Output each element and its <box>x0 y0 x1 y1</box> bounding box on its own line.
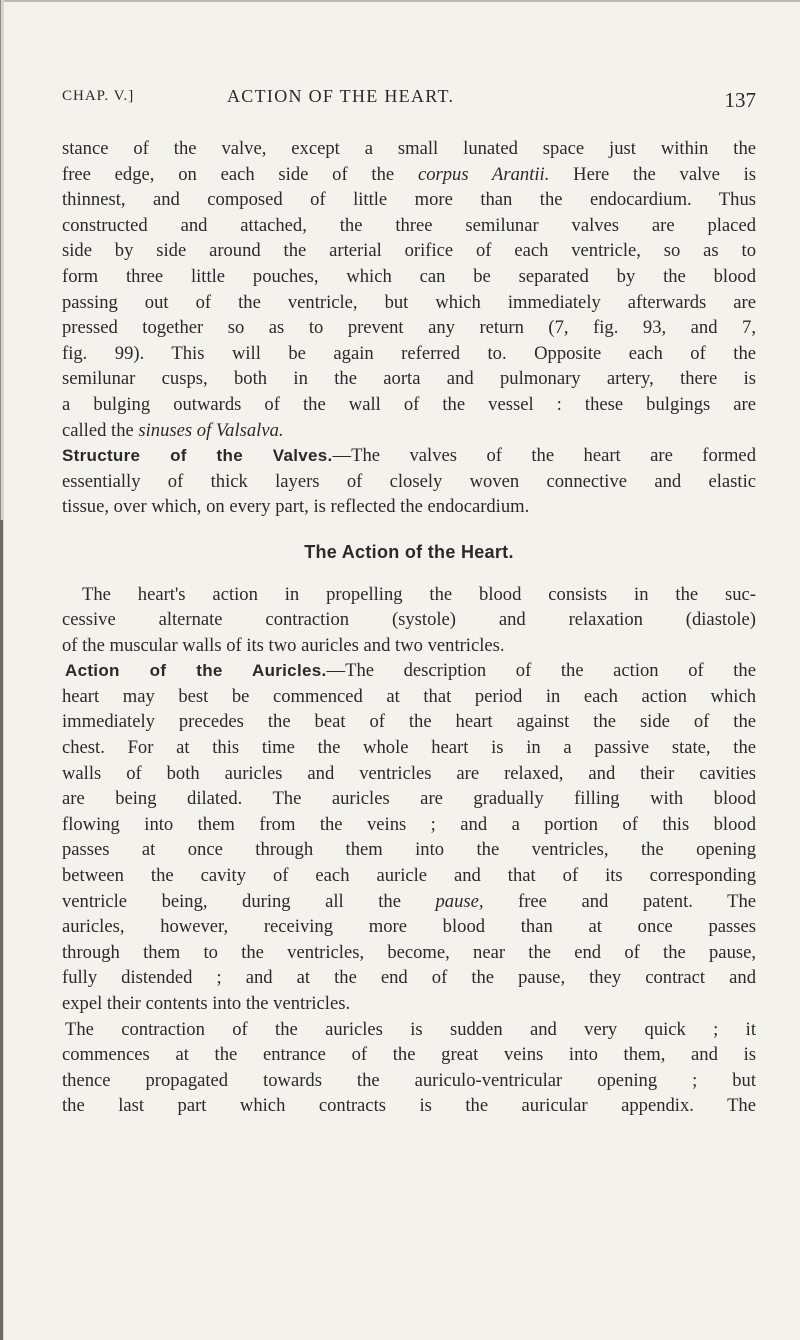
chapter-label: CHAP. V.] <box>62 88 135 104</box>
text-line: a bulging outwards of the wall of the vessel : these bulgings are <box>62 393 756 415</box>
running-head <box>62 86 756 116</box>
text-line: of the muscular walls of its two auricles and two ventricles. <box>62 634 505 656</box>
running-title: ACTION OF THE HEART. <box>227 86 455 106</box>
text-line: immediately precedes the beat of the heart against the side of the <box>62 711 756 733</box>
text-line: called the sinuses of Valsalva. <box>62 419 284 441</box>
term-pause: pause, <box>435 890 484 912</box>
page-binding-shadow <box>0 520 3 1340</box>
text-line: fig. 99). This will be again referred to. Opposite each of the <box>62 342 756 364</box>
text-line: the last part which contracts is the auricular appendix. The <box>62 1095 756 1117</box>
text-line: walls of both auricles and ventricles are relaxed, and their cavities <box>62 762 756 784</box>
term-sinuses-of-valsalva: sinuses of Valsalva. <box>138 419 284 441</box>
paragraph-action-of-auricles <box>62 658 756 1016</box>
paragraph-heart-action <box>62 582 756 659</box>
text-line: expel their contents into the ventricles. <box>62 993 351 1014</box>
text-line: are being dilated. The auricles are gradually filling with blood <box>62 788 756 810</box>
text-line: form three little pouches, which can be separated by the blood <box>62 265 756 287</box>
text-line: flowing into them from the veins ; and a portion of this blood <box>62 813 756 835</box>
text-line: passing out of the ventricle, but which immediately afterwards are <box>62 291 756 313</box>
text-line: fully distended ; and at the end of the pause, they contract and <box>62 967 756 989</box>
text-line: essentially of thick layers of closely woven connective and elastic <box>62 470 756 492</box>
paragraph-auricle-contraction <box>62 1017 756 1119</box>
text-line: commences at the entrance of the great veins into them, and is <box>62 1044 756 1066</box>
section-heading: The Action of the Heart. <box>304 541 514 562</box>
text-line: thence propagated towards the auriculo-ventricular opening ; but <box>62 1069 756 1091</box>
text-line: The contraction of the auricles is sudden and very quick ; it <box>65 1018 756 1040</box>
text-line: tissue, over which, on every part, is reflected the endocardium. <box>62 496 530 518</box>
text-line: pressed together so as to prevent any return (7, fig. 93, and 7, <box>62 317 756 339</box>
text-line: stance of the valve, except a small lunated space just within the <box>62 138 756 159</box>
run-in-heading-structure: Structure of the Valves. <box>62 446 333 466</box>
text-line: ventricle being, during all the pause, free and patent. The <box>62 890 757 912</box>
text-line: Structure of the Valves.—The valves of the heart are formed <box>62 445 756 467</box>
text-line: chest. For at this time the whole heart is in a passive state, the <box>62 737 756 759</box>
text-line: semilunar cusps, both in the aorta and pulmonary artery, there is <box>62 368 756 390</box>
text-line: side by side around the arterial orifice of each ventricle, so as to <box>62 240 756 262</box>
paragraph-valve-structure <box>62 136 756 443</box>
page-body <box>62 136 756 1119</box>
text-line: heart may best be commenced at that period in each action which <box>62 685 756 707</box>
text-line: auricles, however, receiving more blood than at once passes <box>62 916 756 938</box>
text-line: thinnest, and composed of little more than the endocardium. Thus <box>62 189 756 211</box>
page-top-edge <box>0 0 800 2</box>
run-in-heading-auricles: Action of the Auricles. <box>65 661 327 681</box>
term-corpus-arantii: corpus Arantii. <box>417 163 550 185</box>
text-line: constructed and attached, the three semilunar valves are placed <box>62 214 756 236</box>
paragraph-structure-of-valves <box>62 443 756 520</box>
text-line: cessive alternate contraction (systole) and relaxation (diastole) <box>62 609 756 631</box>
page-number: 137 <box>724 88 756 112</box>
text-line: Action of the Auricles.—The description of the action of the <box>65 660 756 682</box>
text-line: through them to the ventricles, become, near the end of the pause, <box>62 941 756 963</box>
text-line: between the cavity of each auricle and that of its corresponding <box>62 865 756 887</box>
text-line: The heart's action in propelling the blood consists in the suc- <box>82 583 756 605</box>
text-line: free edge, on each side of the corpus Arantii. Here the valve is <box>62 163 757 185</box>
text-line: passes at once through them into the ventricles, the opening <box>62 839 756 861</box>
